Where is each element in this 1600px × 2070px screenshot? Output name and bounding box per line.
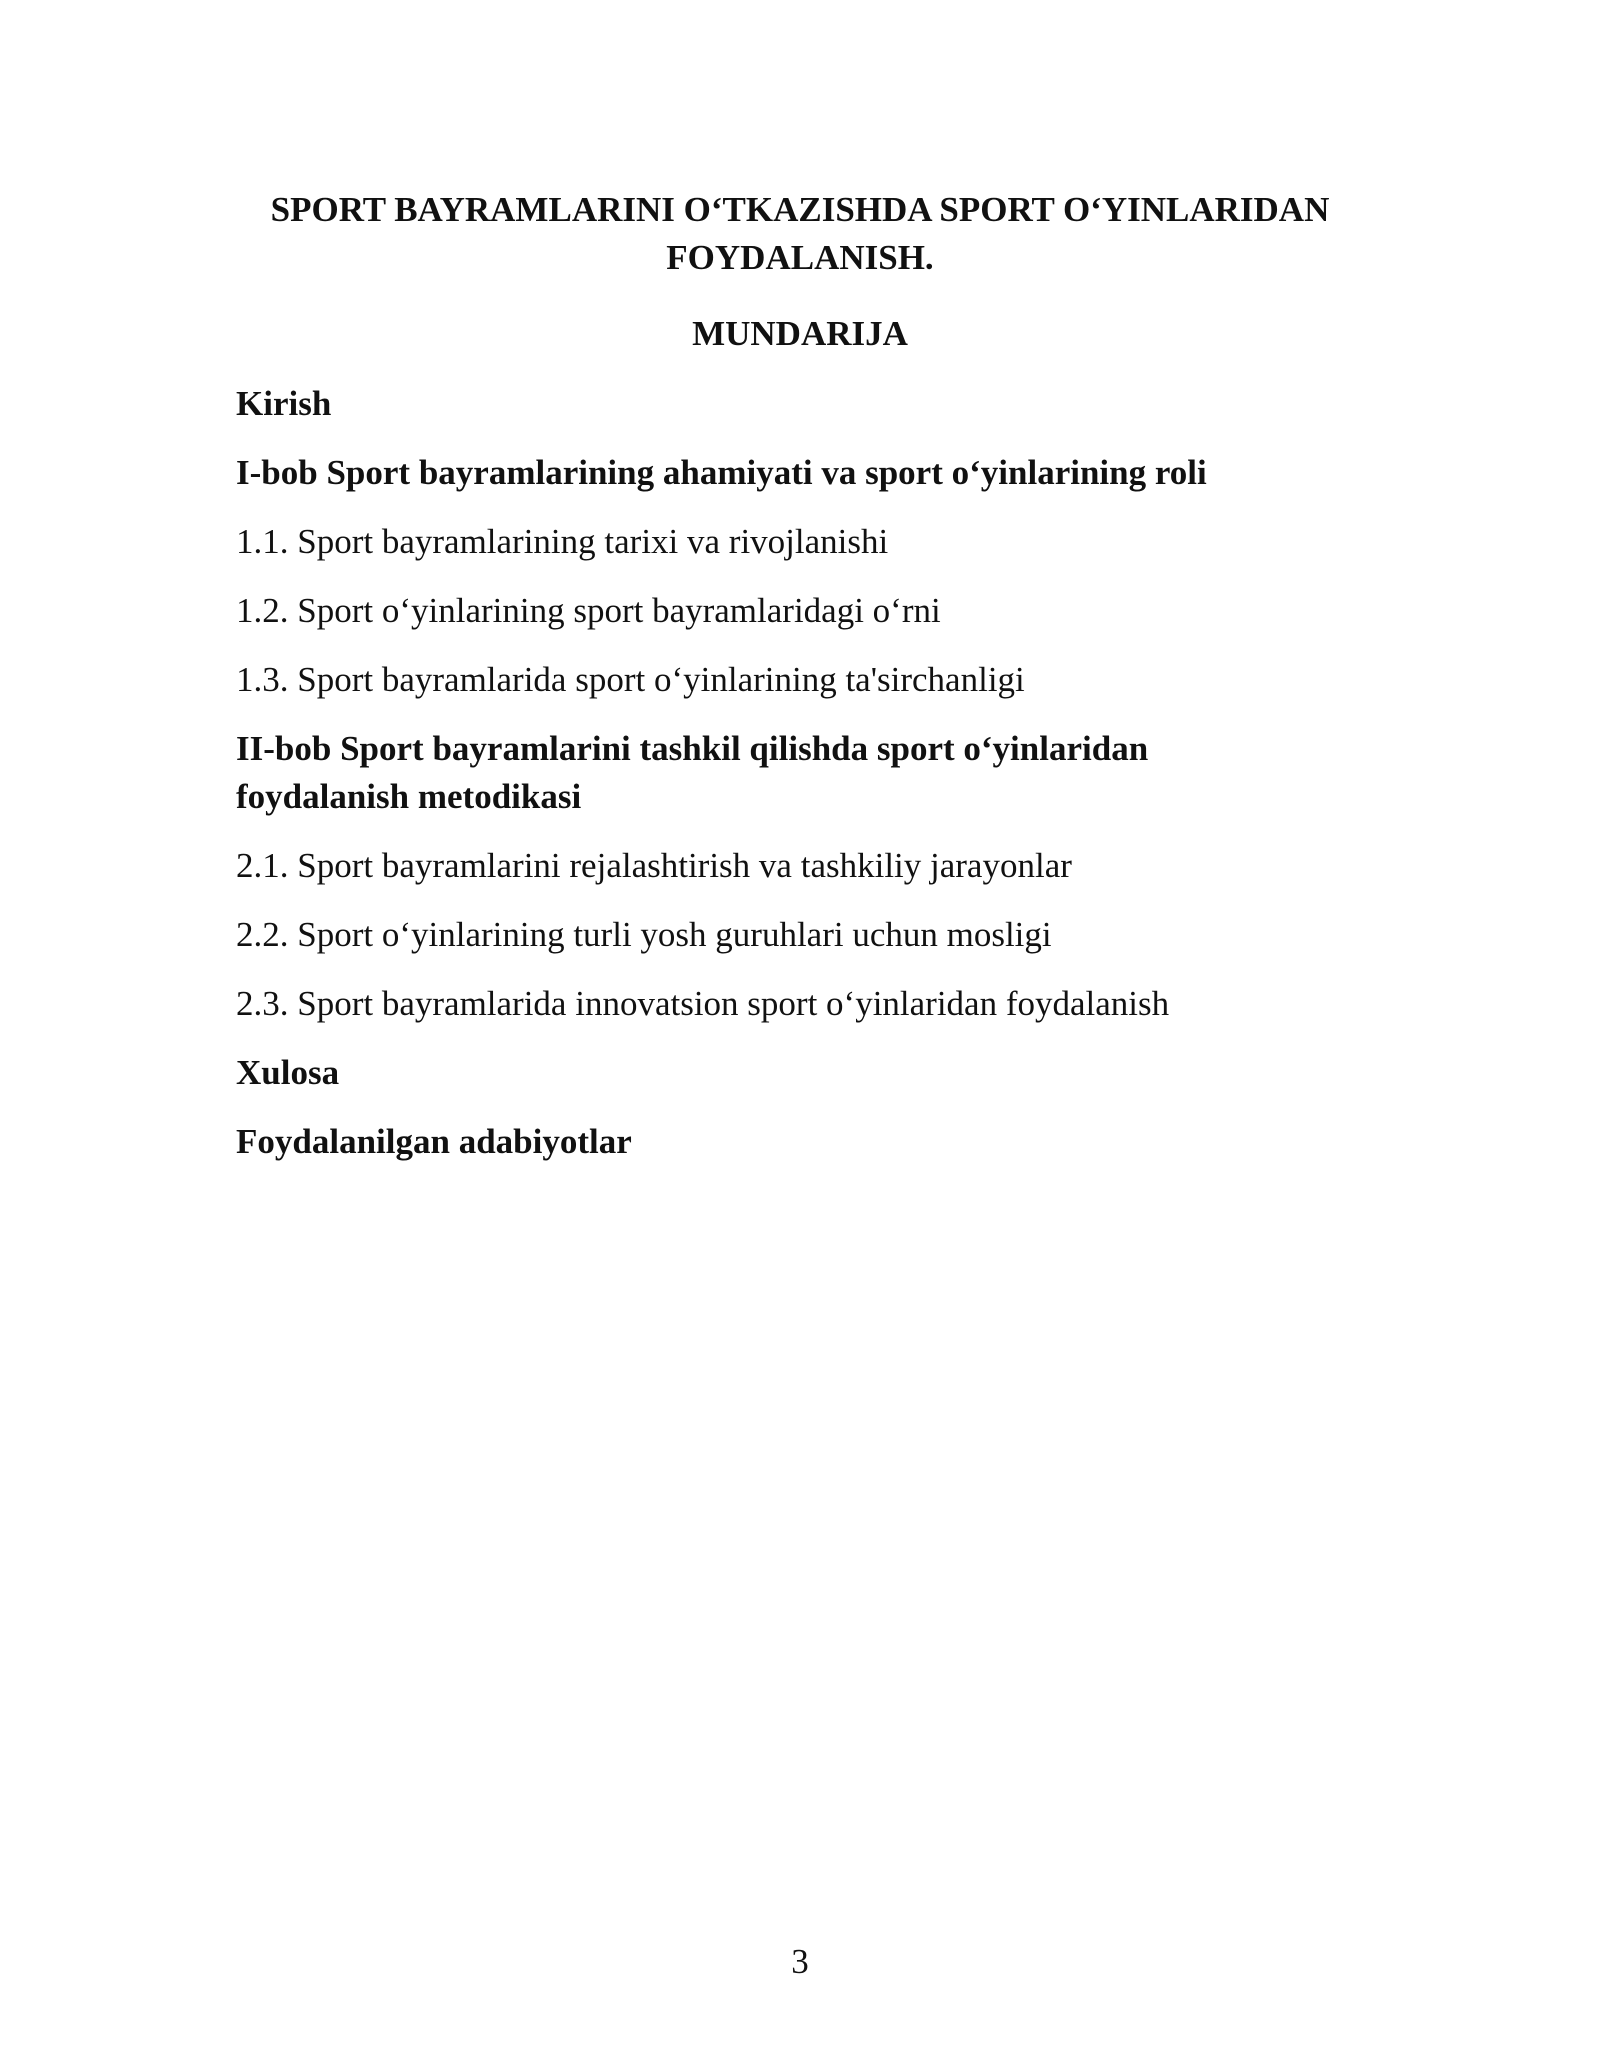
toc-item-section-2-2: 2.2. Sport o‘yinlarining turli yosh guruhlari uchun mosligi xyxy=(236,915,1052,954)
toc-heading: MUNDARIJA xyxy=(692,314,908,353)
toc-item-references: Foydalanilgan adabiyotlar xyxy=(236,1122,632,1161)
table-of-contents xyxy=(236,380,1366,1187)
toc-item-conclusion: Xulosa xyxy=(236,1053,340,1092)
toc-item-section-1-1: 1.1. Sport bayramlarining tarixi va rivojlanishi xyxy=(236,522,889,561)
toc-item-section-1-2: 1.2. Sport o‘yinlarining sport bayramlaridagi o‘rni xyxy=(236,591,941,630)
toc-item-chapter-1: I-bob Sport bayramlarining ahamiyati va sport o‘yinlarining roli xyxy=(236,453,1207,492)
document-title-line-2: FOYDALANISH. xyxy=(666,238,934,277)
toc-item-introduction: Kirish xyxy=(236,384,332,423)
toc-item-section-1-3: 1.3. Sport bayramlarida sport o‘yinlarining ta'sirchanligi xyxy=(236,660,1025,699)
page-number: 3 xyxy=(791,1942,809,1981)
toc-item-section-2-3: 2.3. Sport bayramlarida innovatsion sport o‘yinlaridan foydalanish xyxy=(236,984,1170,1023)
document-title xyxy=(200,186,1400,282)
toc-item-chapter-2: II-bob Sport bayramlarini tashkil qilishda sport o‘yinlaridan foydalanish metodikasi xyxy=(236,729,1149,816)
toc-item-section-2-1: 2.1. Sport bayramlarini rejalashtirish va tashkiliy jarayonlar xyxy=(236,846,1072,885)
document-title-line-1: SPORT BAYRAMLARINI O‘TKAZISHDA SPORT O‘YINLARIDAN xyxy=(270,190,1330,229)
